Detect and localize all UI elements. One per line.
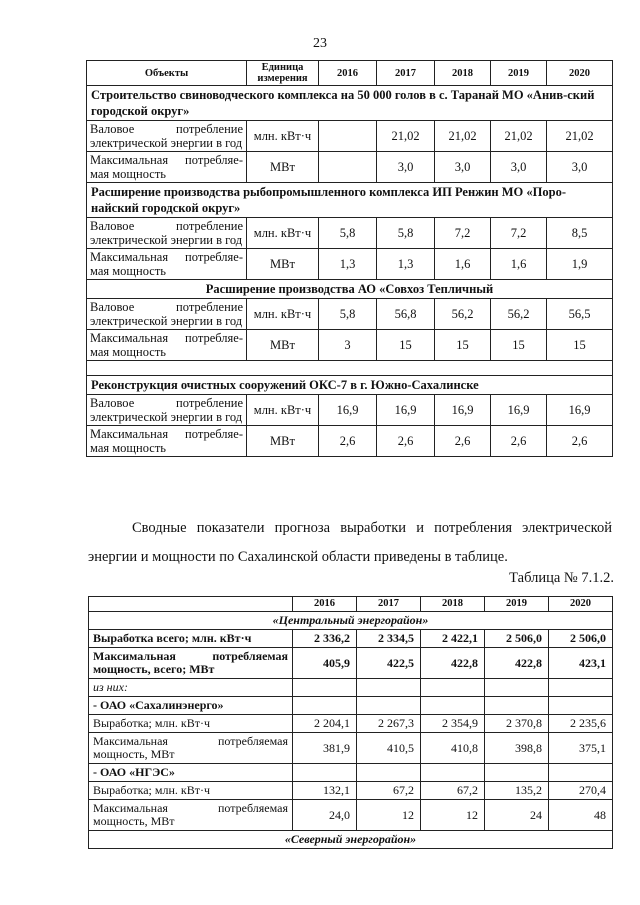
cell-value: 423,1 (549, 648, 613, 679)
cell-value: 270,4 (549, 782, 613, 800)
cell-value: 2 370,8 (485, 715, 549, 733)
row-label: Выработка; млн. кВт·ч (89, 782, 293, 800)
cell-value: 2 334,5 (357, 630, 421, 648)
cell-value: 7,2 (435, 218, 491, 249)
table-row (89, 679, 613, 697)
cell-value: 21,02 (547, 121, 613, 152)
cell-value: 16,9 (319, 395, 377, 426)
section-title: «Северный энергорайон» (89, 831, 613, 849)
cell-value: 2 336,2 (293, 630, 357, 648)
row-label: из них: (89, 679, 293, 697)
row-label: Максимальная потребляемая мощность, МВт (89, 733, 293, 764)
table-row (87, 121, 613, 152)
section-title: «Центральный энергорайон» (89, 612, 613, 630)
cell-value: 422,8 (485, 648, 549, 679)
row-unit: МВт (247, 426, 319, 457)
cell-value: 410,8 (421, 733, 485, 764)
cell-value (485, 697, 549, 715)
cell-value: 56,2 (435, 299, 491, 330)
table-row (89, 800, 613, 831)
cell-value: 3,0 (377, 152, 435, 183)
cell-value: 5,8 (377, 218, 435, 249)
cell-value: 375,1 (549, 733, 613, 764)
row-label: Валовое потребление электрической энергии в год (87, 121, 247, 152)
header-year: 2020 (547, 61, 613, 86)
table-header-row (89, 597, 613, 612)
cell-value: 410,5 (357, 733, 421, 764)
section-row (89, 612, 613, 630)
cell-value: 132,1 (293, 782, 357, 800)
table-row (87, 218, 613, 249)
summary-forecast-table (88, 596, 613, 849)
cell-value: 56,5 (547, 299, 613, 330)
cell-value: 5,8 (319, 218, 377, 249)
cell-value: 405,9 (293, 648, 357, 679)
row-label: Максимальная потребляе-мая мощность (87, 426, 247, 457)
table-row (89, 782, 613, 800)
cell-value (357, 764, 421, 782)
cell-value: 15 (491, 330, 547, 361)
cell-value: 3 (319, 330, 377, 361)
cell-value: 16,9 (377, 395, 435, 426)
cell-value: 2 422,1 (421, 630, 485, 648)
table-caption: Таблица № 7.1.2. (509, 570, 614, 586)
spacer-row (87, 361, 613, 376)
header-year: 2016 (319, 61, 377, 86)
cell-value: 1,6 (435, 249, 491, 280)
table-row (89, 733, 613, 764)
cell-value (293, 764, 357, 782)
cell-value: 1,3 (319, 249, 377, 280)
cell-value (293, 679, 357, 697)
row-label: Максимальная потребляе-мая мощность (87, 152, 247, 183)
header-objects: Объекты (87, 61, 247, 86)
cell-value: 2 235,6 (549, 715, 613, 733)
row-label: Выработка всего; млн. кВт·ч (89, 630, 293, 648)
header-year: 2018 (421, 597, 485, 612)
table-header-row (87, 61, 613, 86)
section-row (87, 183, 613, 218)
cell-value: 48 (549, 800, 613, 831)
table-row (89, 764, 613, 782)
cell-value: 12 (357, 800, 421, 831)
header-year: 2017 (377, 61, 435, 86)
objects-consumption-table (86, 60, 613, 457)
header-year: 2019 (485, 597, 549, 612)
table-row (89, 697, 613, 715)
cell-value (485, 679, 549, 697)
cell-value: 2,6 (435, 426, 491, 457)
row-label: Валовое потребление электрической энергии в год (87, 218, 247, 249)
page-number: 23 (313, 36, 327, 51)
row-label: Максимальная потребляемая мощность, всего; МВт (89, 648, 293, 679)
cell-value: 16,9 (491, 395, 547, 426)
table-row (87, 330, 613, 361)
header-year: 2020 (549, 597, 613, 612)
header-year: 2018 (435, 61, 491, 86)
cell-value: 12 (421, 800, 485, 831)
header-empty (89, 597, 293, 612)
section-title: Расширение производства рыбопромышленного комплекса ИП Ренжин МО «Поро-найский городской округ» (87, 183, 613, 218)
cell-value: 1,3 (377, 249, 435, 280)
cell-value (319, 121, 377, 152)
table-row (89, 648, 613, 679)
header-unit: Единица измерения (247, 61, 319, 86)
table-row (87, 426, 613, 457)
header-year: 2019 (491, 61, 547, 86)
header-year: 2016 (293, 597, 357, 612)
company-name: - ОАО «Сахалинэнерго» (89, 697, 293, 715)
summary-paragraph: Сводные показатели прогноза выработки и потребления электрической энергии и мощности по Сахалинской области приведены в таблице. (88, 520, 612, 565)
cell-value: 24,0 (293, 800, 357, 831)
cell-value: 5,8 (319, 299, 377, 330)
cell-value: 398,8 (485, 733, 549, 764)
row-label: Максимальная потребляемая мощность, МВт (89, 800, 293, 831)
table-row (89, 715, 613, 733)
cell-value (319, 152, 377, 183)
cell-value (293, 697, 357, 715)
cell-value (549, 764, 613, 782)
row-label: Валовое потребление электрической энергии в год (87, 395, 247, 426)
cell-value: 8,5 (547, 218, 613, 249)
cell-value: 67,2 (357, 782, 421, 800)
row-unit: МВт (247, 249, 319, 280)
cell-value: 2 506,0 (485, 630, 549, 648)
cell-value: 1,9 (547, 249, 613, 280)
cell-value: 2 506,0 (549, 630, 613, 648)
cell-value: 15 (547, 330, 613, 361)
cell-value: 422,5 (357, 648, 421, 679)
row-unit: млн. кВт·ч (247, 395, 319, 426)
cell-value: 2 204,1 (293, 715, 357, 733)
cell-value: 21,02 (491, 121, 547, 152)
row-label: Выработка; млн. кВт·ч (89, 715, 293, 733)
cell-value: 56,2 (491, 299, 547, 330)
section-row (87, 376, 613, 395)
section-row (87, 86, 613, 121)
cell-value: 2 354,9 (421, 715, 485, 733)
cell-value (549, 697, 613, 715)
cell-value: 1,6 (491, 249, 547, 280)
cell-value: 3,0 (547, 152, 613, 183)
section-title: Строительство свиноводческого комплекса на 50 000 голов в с. Таранай МО «Анив-ский городской округ» (87, 86, 613, 121)
cell-value: 67,2 (421, 782, 485, 800)
table-row (87, 299, 613, 330)
header-year: 2017 (357, 597, 421, 612)
company-name: - ОАО «НГЭС» (89, 764, 293, 782)
cell-value: 56,8 (377, 299, 435, 330)
cell-value: 15 (435, 330, 491, 361)
cell-value: 2,6 (547, 426, 613, 457)
cell-value: 2,6 (491, 426, 547, 457)
row-label: Максимальная потребляе-мая мощность (87, 249, 247, 280)
row-unit: млн. кВт·ч (247, 218, 319, 249)
section-row (87, 280, 613, 299)
table-row (87, 395, 613, 426)
cell-value: 422,8 (421, 648, 485, 679)
table-row (89, 630, 613, 648)
row-label: Максимальная потребляе-мая мощность (87, 330, 247, 361)
cell-value: 15 (377, 330, 435, 361)
row-unit: млн. кВт·ч (247, 299, 319, 330)
cell-value: 2,6 (377, 426, 435, 457)
section-title: Реконструкция очистных сооружений ОКС-7 в г. Южно-Сахалинске (87, 376, 613, 395)
table-row (87, 152, 613, 183)
cell-value: 24 (485, 800, 549, 831)
cell-value (357, 679, 421, 697)
row-unit: МВт (247, 152, 319, 183)
section-title: Расширение производства АО «Совхоз Тепличный (87, 280, 613, 299)
cell-value: 2,6 (319, 426, 377, 457)
cell-value: 381,9 (293, 733, 357, 764)
spacer-cell (87, 361, 613, 376)
section-row (89, 831, 613, 849)
cell-value: 21,02 (377, 121, 435, 152)
cell-value (485, 764, 549, 782)
cell-value (357, 697, 421, 715)
cell-value: 7,2 (491, 218, 547, 249)
cell-value (421, 679, 485, 697)
cell-value (421, 764, 485, 782)
cell-value (549, 679, 613, 697)
row-unit: МВт (247, 330, 319, 361)
cell-value (421, 697, 485, 715)
cell-value: 3,0 (435, 152, 491, 183)
row-label: Валовое потребление электрической энергии в год (87, 299, 247, 330)
cell-value: 3,0 (491, 152, 547, 183)
row-unit: млн. кВт·ч (247, 121, 319, 152)
table-row (87, 249, 613, 280)
cell-value: 16,9 (547, 395, 613, 426)
cell-value: 2 267,3 (357, 715, 421, 733)
cell-value: 16,9 (435, 395, 491, 426)
cell-value: 135,2 (485, 782, 549, 800)
cell-value: 21,02 (435, 121, 491, 152)
